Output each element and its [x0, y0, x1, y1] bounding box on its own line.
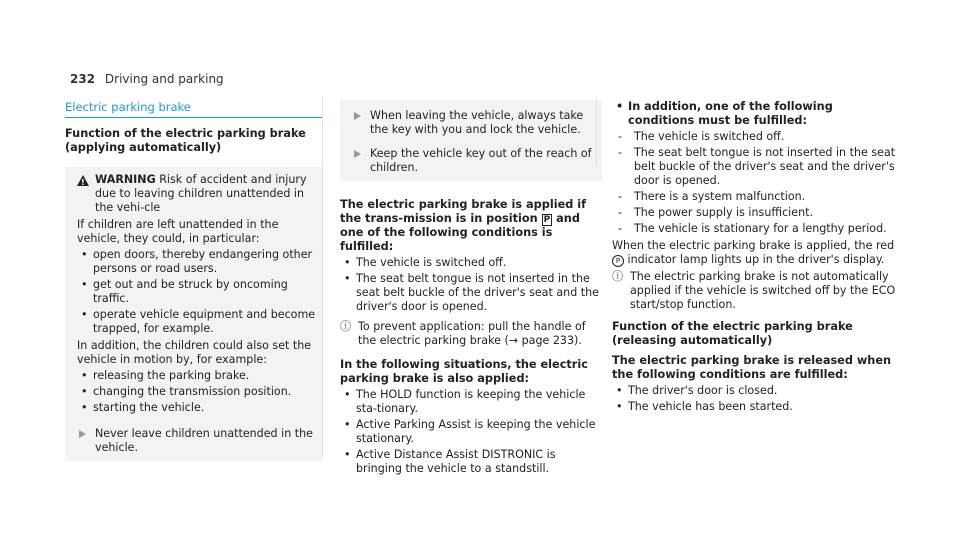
section-heading: Function of the electric parking brake (applying automatically)	[65, 127, 306, 154]
list-item: - There is a system malfunction.	[618, 190, 806, 203]
column-1	[65, 100, 323, 461]
list-item: - The power supply is insufficient.	[618, 206, 813, 219]
list-item: • releasing the parking brake.	[81, 369, 250, 382]
info-note: ⓘ To prevent application: pull the handle of the electric parking brake (→ page 233).	[340, 320, 586, 347]
page-header	[70, 72, 224, 86]
warning-label: WARNING	[95, 173, 156, 186]
park-position-icon: P	[543, 215, 551, 225]
chapter-title: Driving and parking	[104, 72, 224, 86]
conditions-heading: • In addition, one of the following conditions must be fulfilled:	[616, 100, 833, 127]
warning-paragraph: In addition, the children could also set the vehicle in motion by, for example:	[77, 339, 312, 366]
warning-action: When leaving the vehicle, always take the key with you and lock the vehicle.	[352, 109, 596, 137]
column-3	[612, 100, 902, 414]
condition-heading: The electric parking brake is applied if the trans-mission is in position P and one of the following conditions is fulfilled:	[340, 198, 587, 253]
situations-heading: In the following situations, the electric parking brake is also applied:	[340, 358, 588, 385]
list-item: • The seat belt tongue is not inserted in the seat belt buckle of the driver's seat and the driver's door is opened.	[344, 272, 599, 313]
info-note: ⓘ The electric parking brake is not automatically applied if the vehicle is switched off by the ECO start/stop function.	[612, 270, 896, 311]
list-item: • Active Parking Assist is keeping the vehicle stationary.	[344, 418, 596, 445]
list-item: - The vehicle is switched off.	[618, 130, 785, 143]
list-item: - The vehicle is stationary for a lengthy period.	[618, 222, 887, 235]
list-item: - The seat belt tongue is not inserted in the seat belt buckle of the driver's seat and the driver's door is opened.	[618, 146, 896, 187]
warning-box	[65, 167, 323, 461]
warning-paragraph: If children are left unattended in the vehicle, they could, in particular:	[77, 218, 279, 245]
list-item: • open doors, thereby endangering other persons or road users.	[81, 248, 313, 275]
page-number: 232	[70, 72, 96, 86]
indicator-paragraph: When the electric parking brake is applied, the red P indicator lamp lights up in the driver's display.	[612, 239, 895, 266]
warning-action: Never leave children unattended in the vehicle.	[77, 427, 317, 455]
list-item: • The HOLD function is keeping the vehicle sta-tionary.	[344, 388, 586, 415]
column-divider	[596, 96, 597, 166]
list-item: • changing the transmission position.	[81, 385, 292, 398]
action-arrow-icon	[352, 109, 370, 137]
column-divider	[322, 96, 323, 456]
parking-brake-lamp-icon: P	[612, 255, 624, 267]
list-item: • starting the vehicle.	[81, 401, 205, 414]
list-item: • get out and be struck by oncoming traffic.	[81, 278, 288, 305]
list-item: • The vehicle has been started.	[616, 400, 793, 413]
list-item: • operate vehicle equipment and become trapped, for example.	[81, 308, 316, 335]
action-arrow-icon	[352, 147, 370, 175]
list-item: • The vehicle is switched off.	[344, 256, 507, 269]
list-item: • The driver's door is closed.	[616, 384, 778, 397]
warning-action: Keep the vehicle key out of the reach of children.	[352, 147, 596, 175]
list-item: • Active Distance Assist DISTRONIC is bringing the vehicle to a standstill.	[344, 448, 556, 475]
column-2	[340, 100, 602, 476]
release-conditions-heading: The electric parking brake is released when the following conditions are fulfilled:	[612, 354, 892, 381]
info-icon: ⓘ	[340, 320, 352, 333]
warning-box-continued	[340, 100, 602, 181]
section-title: Electric parking brake	[65, 100, 323, 118]
info-icon: ⓘ	[612, 270, 624, 283]
warning-text: Risk of accident and injury due to leaving children unattended in the vehi-cle	[95, 173, 307, 214]
warning-icon	[77, 175, 89, 186]
release-heading: Function of the electric parking brake (releasing automatically)	[612, 320, 853, 347]
action-arrow-icon	[77, 427, 95, 455]
